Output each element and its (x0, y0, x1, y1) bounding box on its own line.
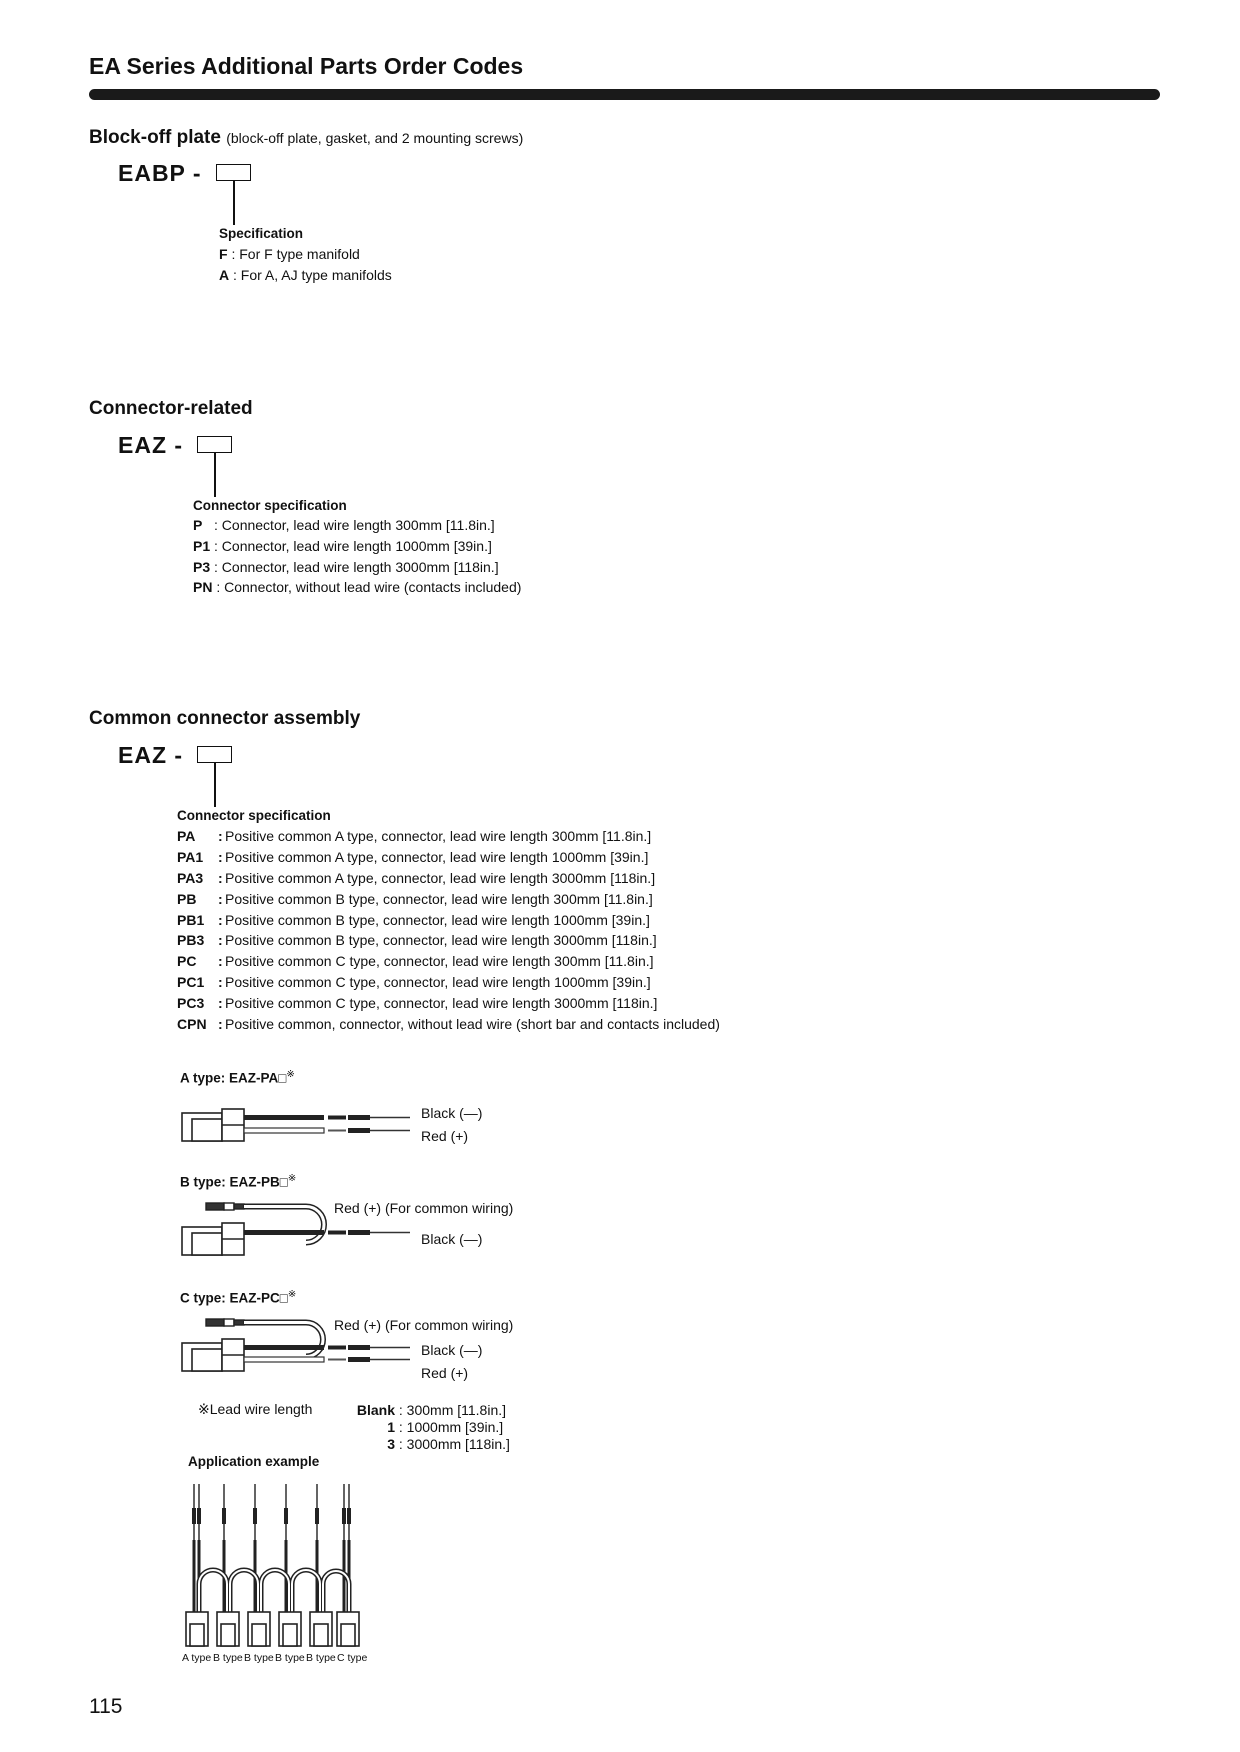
spec-sep: : (218, 932, 223, 949)
common-spec-item (177, 868, 720, 889)
spec-text: Connector, lead wire length 1000mm [39in.] (221, 537, 492, 554)
common-spec-list (177, 826, 720, 1035)
common-spec-item (177, 910, 720, 931)
type-a-label-black: Black (—) (421, 1105, 483, 1121)
page-title: EA Series Additional Parts Order Codes (89, 53, 524, 79)
connector-spec-item (193, 536, 521, 557)
common-spec-item (177, 930, 720, 951)
spec-sep: : (202, 517, 222, 533)
application-diagram (180, 1480, 370, 1652)
spec-key: PA3 (177, 869, 204, 886)
application-wires (194, 1484, 349, 1612)
spec-text: Positive common C type, connector, lead wire length 1000mm [39in.] (225, 974, 651, 991)
connector-spec-list (193, 515, 521, 598)
block-off-heading-note: (block-off plate, gasket, and 2 mounting screws) (226, 130, 524, 146)
spec-text: For F type manifold (239, 246, 360, 262)
common-leader-line (214, 763, 216, 807)
spec-sep: : (218, 953, 223, 970)
type-b-label-black: Black (—) (421, 1231, 483, 1247)
red-sleeve-a (348, 1128, 370, 1133)
app-label: B type (213, 1652, 243, 1664)
spec-sep: : (210, 558, 222, 575)
connector-housing-c (182, 1339, 244, 1371)
terminal-b (206, 1203, 244, 1210)
common-code-box (197, 746, 232, 763)
black-sleeve-b (348, 1230, 370, 1235)
common-spec-item (177, 826, 720, 847)
spec-key: P (193, 517, 203, 533)
spec-text: Positive common B type, connector, lead wire length 1000mm [39in.] (225, 911, 650, 928)
lead-wire-label: ※Lead wire length (198, 1401, 313, 1417)
type-b-heading (180, 1173, 296, 1190)
common-spec-item (177, 951, 720, 972)
spec-key: PB1 (177, 911, 205, 928)
block-off-heading-text: Block-off plate (89, 127, 221, 148)
type-c-heading-text: C type: EAZ-PC□ (180, 1290, 288, 1306)
spec-sep: : (218, 974, 223, 991)
lead-wire-table (340, 1402, 510, 1453)
type-c-label-black: Black (—) (421, 1342, 483, 1358)
spec-sep: : (218, 911, 223, 928)
lead-wire-row (340, 1419, 510, 1436)
spec-key: PC1 (177, 974, 205, 991)
black-wire-a (244, 1115, 324, 1120)
spec-text: Positive common, connector, without lead wire (short bar and contacts included) (225, 1016, 720, 1033)
lead-key: 3 (387, 1436, 395, 1452)
spec-key: PN (193, 579, 213, 596)
spec-key: F (219, 246, 228, 262)
connector-housing-b (182, 1223, 244, 1255)
connector-leader-line (214, 453, 216, 497)
spec-key: PA (177, 828, 196, 844)
spec-text: Positive common C type, connector, lead wire length 3000mm [118in.] (225, 995, 658, 1012)
app-label: B type (306, 1652, 336, 1664)
type-b-heading-text: B type: EAZ-PB□ (180, 1174, 288, 1190)
app-label: A type (182, 1652, 212, 1664)
connector-spec-head: Connector specification (193, 498, 347, 513)
application-heading: Application example (188, 1454, 320, 1469)
terminal-c (206, 1319, 244, 1326)
spec-key: PC3 (177, 995, 205, 1012)
black-sleeve-a (348, 1115, 370, 1120)
spec-sep: : (229, 266, 241, 283)
spec-text: Positive common A type, connector, lead wire length 300mm [11.8in.] (225, 828, 652, 844)
spec-key: A (219, 266, 230, 283)
spec-key: CPN (177, 1016, 207, 1033)
block-off-spec-list (219, 244, 392, 286)
type-a-mark: ※ (286, 1069, 295, 1080)
block-off-spec-head: Specification (219, 226, 304, 241)
type-c-mark: ※ (287, 1289, 297, 1300)
lead-wire-row (340, 1402, 510, 1419)
spec-text: Positive common C type, connector, lead wire length 300mm [11.8in.] (225, 953, 654, 970)
lead-value: 1000mm [39in.] (406, 1419, 504, 1435)
spec-key: PB (177, 890, 197, 907)
spec-key: PA1 (177, 848, 204, 865)
connector-spec-item (193, 557, 521, 578)
type-c-label-red-common: Red (+) (For common wiring) (334, 1317, 514, 1333)
spec-sep: : (218, 828, 223, 844)
type-b-label-red: Red (+) (For common wiring) (334, 1200, 514, 1216)
spec-sep: : (210, 537, 222, 554)
title-rule (89, 89, 1160, 100)
type-a-diagram (178, 1104, 418, 1148)
type-a-label-red: Red (+) (421, 1128, 469, 1144)
common-spec-item (177, 972, 720, 993)
connector-code: EAZ - (118, 432, 184, 458)
block-off-code-box (216, 164, 251, 181)
type-c-heading (180, 1289, 296, 1306)
lead-key: Blank (356, 1402, 395, 1418)
red-wire-c (244, 1357, 324, 1362)
spec-sep: : (218, 869, 223, 886)
type-c-label-red: Red (+) (421, 1365, 469, 1381)
black-wire-b (244, 1230, 324, 1235)
common-spec-head: Connector specification (177, 808, 331, 823)
lead-key: 1 (387, 1419, 395, 1435)
block-off-code: EABP - (118, 160, 202, 186)
spec-key: PC (177, 953, 197, 970)
red-sleeve-c (348, 1357, 370, 1362)
common-heading: Common connector assembly (89, 708, 361, 729)
red-wire-a (244, 1128, 324, 1133)
page-number: 115 (89, 1695, 123, 1718)
app-label: B type (244, 1652, 274, 1664)
type-a-heading-text: A type: EAZ-PA□ (180, 1070, 287, 1086)
common-spec-item (177, 1014, 720, 1035)
black-sleeve-c (348, 1345, 370, 1350)
lead-value: 3000mm [118in.] (406, 1436, 510, 1452)
block-off-spec-item (219, 244, 392, 265)
spec-text: Positive common A type, connector, lead wire length 3000mm [118in.] (225, 869, 656, 886)
application-labels (180, 1652, 380, 1668)
lead-sep: : (395, 1419, 407, 1435)
spec-text: Connector, lead wire length 300mm [11.8in.] (221, 517, 495, 533)
connector-housing-a (182, 1109, 244, 1141)
spec-text: Connector, lead wire length 3000mm [118in.] (221, 558, 499, 575)
spec-text: Positive common B type, connector, lead wire length 300mm [11.8in.] (225, 890, 653, 907)
lead-sep: : (395, 1402, 407, 1418)
spec-sep: : (218, 1016, 223, 1033)
block-off-heading (89, 127, 523, 149)
connector-spec-item (193, 515, 521, 536)
common-code: EAZ - (118, 742, 184, 768)
type-b-mark: ※ (287, 1173, 297, 1184)
spec-text: Connector, without lead wire (contacts included) (224, 579, 522, 596)
common-spec-item (177, 847, 720, 868)
common-spec-item (177, 889, 720, 910)
lead-value: 300mm [11.8in.] (406, 1402, 507, 1418)
type-a-heading (180, 1069, 295, 1086)
spec-key: PB3 (177, 932, 205, 949)
app-label: C type (337, 1652, 368, 1664)
app-label: B type (275, 1652, 305, 1664)
common-spec-item (177, 993, 720, 1014)
spec-key: P1 (193, 537, 211, 554)
spec-text: For A, AJ type manifolds (240, 266, 392, 283)
application-connectors (186, 1612, 359, 1646)
spec-sep: : (212, 579, 225, 596)
connector-code-box (197, 436, 232, 453)
spec-text: Positive common B type, connector, lead wire length 3000mm [118in.] (225, 932, 657, 949)
lead-sep: : (395, 1436, 407, 1452)
spec-text: Positive common A type, connector, lead wire length 1000mm [39in.] (225, 848, 649, 865)
black-wire-c (244, 1345, 324, 1350)
spec-sep: : (227, 246, 240, 262)
spec-sep: : (218, 848, 223, 865)
lead-wire-row (340, 1436, 510, 1453)
block-off-leader-line (233, 181, 235, 225)
connector-spec-item (193, 577, 521, 598)
block-off-spec-item (219, 265, 392, 286)
spec-sep: : (218, 995, 223, 1012)
connector-heading: Connector-related (89, 398, 253, 419)
spec-sep: : (218, 890, 223, 907)
spec-key: P3 (193, 558, 211, 575)
